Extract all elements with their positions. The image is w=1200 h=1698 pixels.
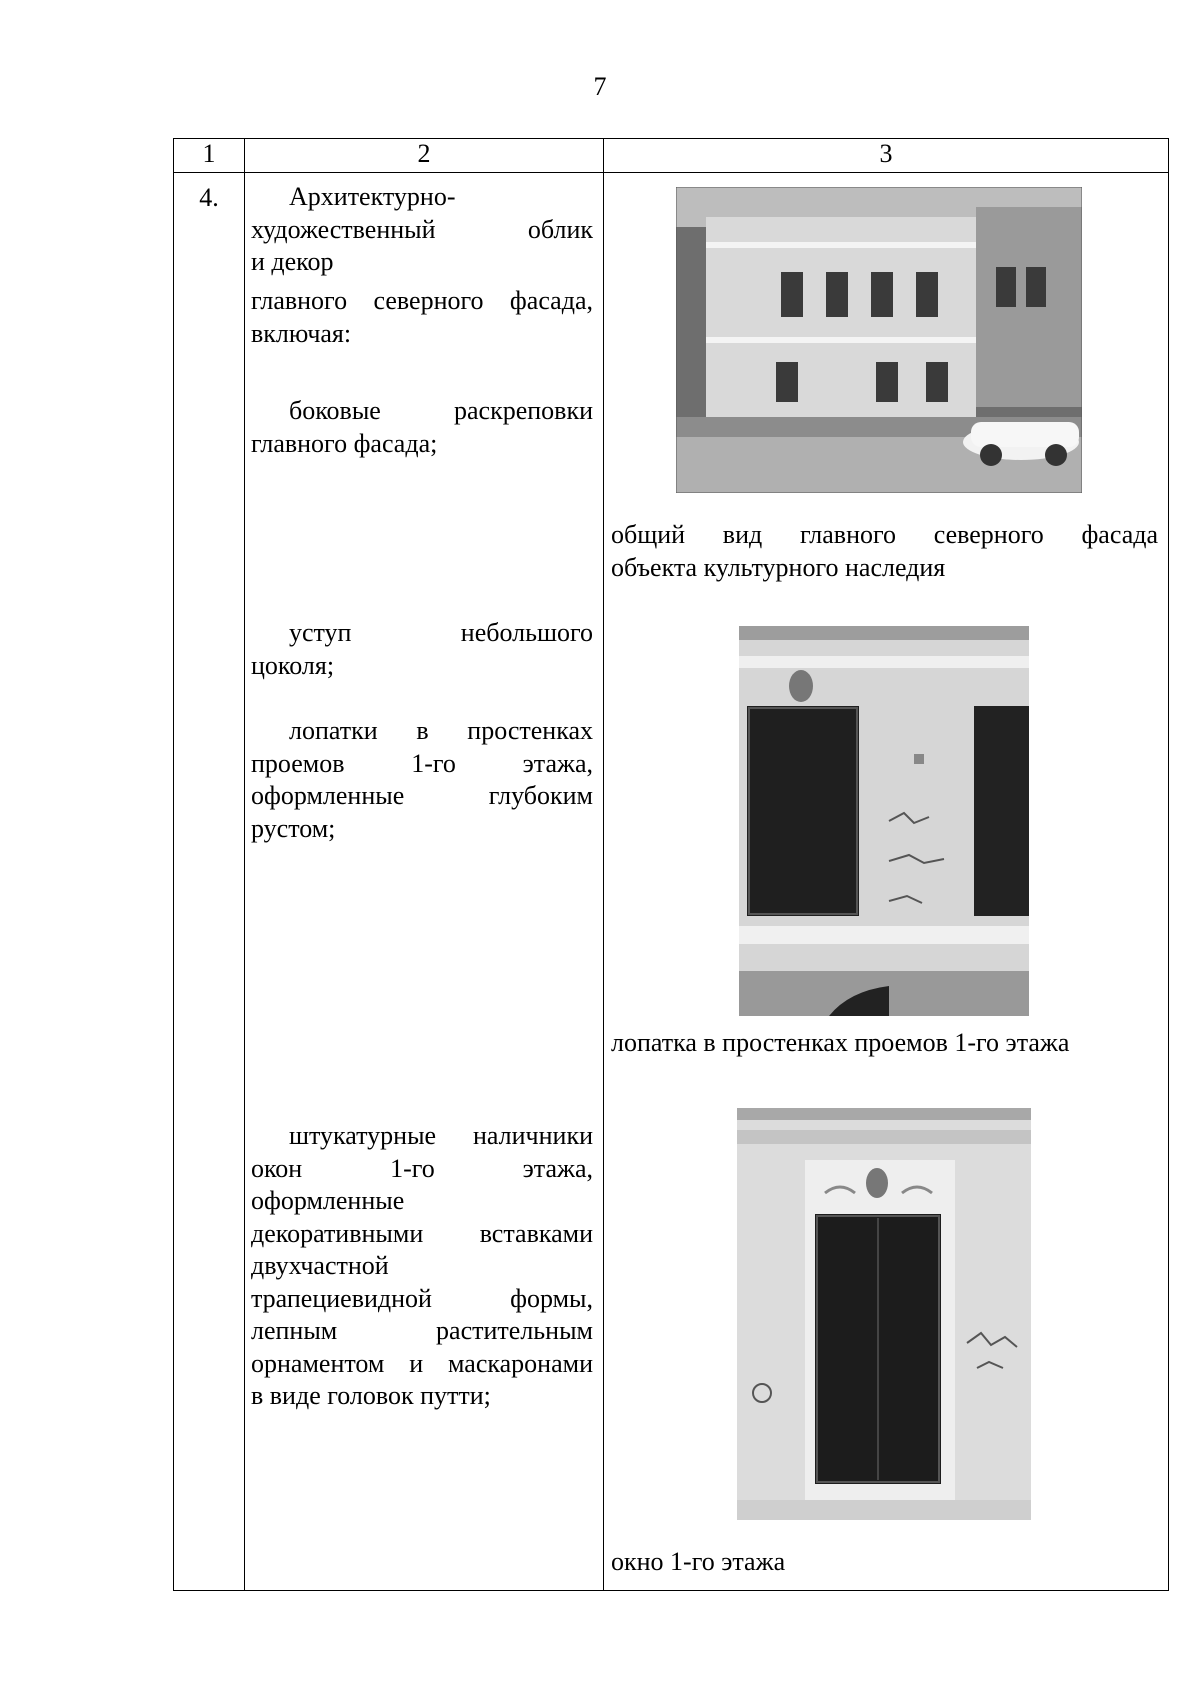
header-col-2: 2: [245, 139, 604, 173]
header-col-3: 3: [604, 139, 1169, 173]
para-3-line: главного фасада;: [251, 428, 438, 458]
row-number: 4.: [174, 173, 245, 1591]
para-5-line: оформленные глубоким: [251, 781, 593, 810]
para-3: [251, 395, 593, 460]
caption-facade-line: объекта культурного наследия: [611, 552, 946, 582]
para-3-line: боковые раскреповки: [289, 396, 593, 425]
para-6-line: лепным растительным: [251, 1316, 593, 1345]
table-row: [174, 173, 1169, 1591]
para-4-line: цоколя;: [251, 650, 335, 680]
para-2-line: главного северного фасада,: [251, 286, 593, 315]
illustration-cell: [604, 173, 1169, 1591]
para-1-line: Архитектурно-: [289, 182, 456, 211]
caption-facade-line: общий вид главного северного фасада: [611, 520, 1158, 549]
page-number: 7: [593, 72, 607, 101]
para-5: [251, 715, 593, 845]
para-4: [251, 617, 593, 682]
monument-table: [173, 138, 1169, 1591]
para-6-line: оформленные: [251, 1186, 405, 1215]
caption-window: [611, 1546, 1158, 1579]
para-1-line: и декор: [251, 247, 334, 276]
caption-window-line: окно 1-го этажа: [611, 1547, 786, 1576]
para-5-line: рустом;: [251, 813, 336, 843]
para-5-line: лопатки в простенках: [289, 716, 593, 745]
para-6: [251, 1120, 593, 1413]
para-6-line: декоративными вставками: [251, 1218, 593, 1248]
caption-pilaster-line: лопатка в простенках проемов 1-го этажа: [611, 1028, 1070, 1057]
table-header-row: [174, 139, 1169, 173]
para-1: [251, 181, 593, 279]
para-5-line: проемов 1-го этажа,: [251, 748, 593, 778]
para-2: [251, 285, 593, 350]
para-1-line: художественный облик: [251, 214, 593, 244]
pilaster-photo: [739, 626, 1029, 1016]
header-col-1: 1: [174, 139, 245, 173]
para-2-line: включая:: [251, 318, 352, 348]
para-6-line: трапециевидной формы,: [251, 1283, 593, 1313]
para-6-line: штукатурные наличники: [289, 1121, 593, 1150]
caption-pilaster: [611, 1027, 1158, 1060]
facade-photo: [676, 187, 1082, 493]
description-cell: [245, 173, 604, 1591]
para-6-line: окон 1-го этажа,: [251, 1153, 593, 1183]
caption-facade: [611, 519, 1158, 584]
para-6-line: орнаментом и маскаронами: [251, 1348, 593, 1378]
window-photo: [737, 1108, 1031, 1520]
para-4-line: уступ небольшого: [289, 618, 593, 647]
para-6-line: в виде головок путти;: [251, 1381, 491, 1410]
para-6-line: двухчастной: [251, 1251, 389, 1280]
